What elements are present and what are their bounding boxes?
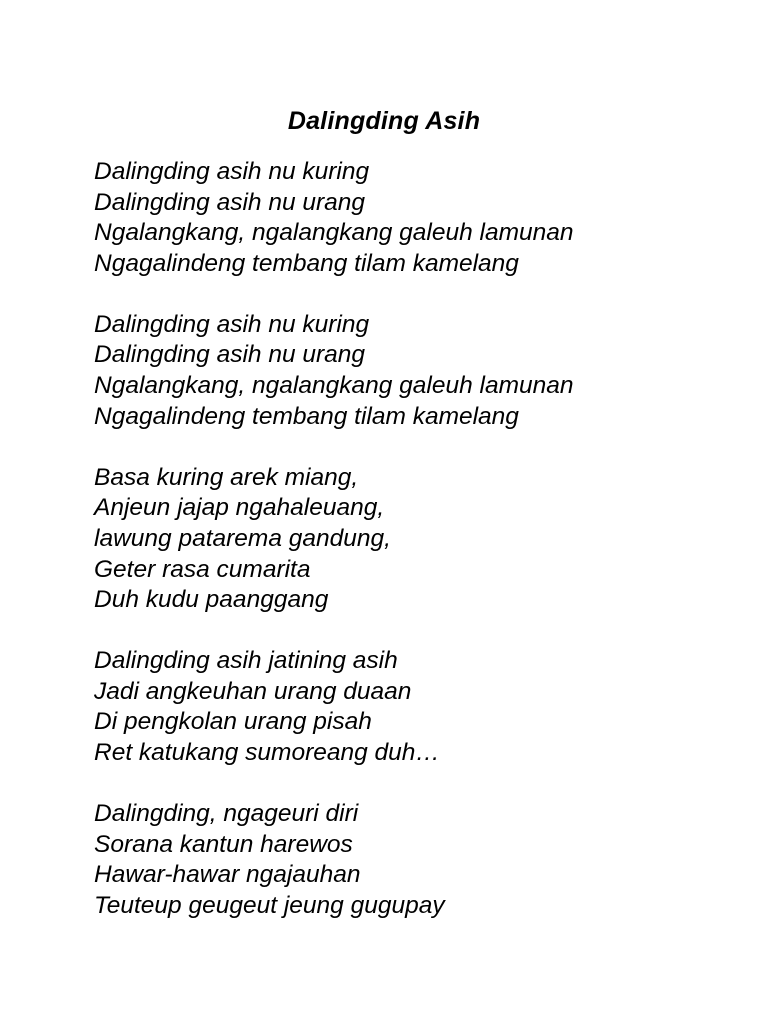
- poem-line: Dalingding asih nu urang: [94, 188, 366, 216]
- poem-line: lawung patarema gandung,: [94, 524, 391, 552]
- poem-line: Ngagalindeng tembang tilam kamelang: [94, 249, 519, 277]
- poem-body: [94, 157, 734, 952]
- poem-line: Hawar-hawar ngajauhan: [94, 861, 361, 889]
- poem-line: Duh kudu paanggang: [94, 586, 329, 614]
- poem-line: Basa kuring arek miang,: [94, 463, 359, 491]
- poem-line: Dalingding asih jatining asih: [94, 647, 398, 675]
- poem-line: Dalingding asih nu urang: [94, 341, 366, 369]
- stanza: [94, 310, 734, 432]
- poem-line: Dalingding asih nu kuring: [94, 310, 370, 338]
- stanza: [94, 463, 734, 616]
- poem-line: Geter rasa cumarita: [94, 555, 311, 583]
- page-title: Dalingding Asih: [287, 107, 481, 135]
- stanza: [94, 646, 734, 768]
- poem-line: Dalingding, ngageuri diri: [94, 800, 359, 828]
- poem-line: Di pengkolan urang pisah: [94, 708, 372, 736]
- poem-line: Dalingding asih nu kuring: [94, 158, 370, 185]
- stanza: [94, 799, 734, 921]
- poem-line: Jadi angkeuhan urang duaan: [94, 677, 412, 705]
- poem-line: Ngalangkang, ngalangkang galeuh lamunan: [94, 219, 574, 247]
- poem-line: Ngalangkang, ngalangkang galeuh lamunan: [94, 372, 574, 400]
- poem-line: Ngagalindeng tembang tilam kamelang: [94, 402, 519, 430]
- poem-line: Anjeun jajap ngahaleuang,: [94, 494, 385, 522]
- poem-line: Teuteup geugeut jeung gugupay: [94, 891, 445, 919]
- poem-line: Sorana kantun harewos: [94, 830, 353, 858]
- stanza: [94, 157, 734, 279]
- poem-line: Ret katukang sumoreang duh…: [94, 739, 440, 766]
